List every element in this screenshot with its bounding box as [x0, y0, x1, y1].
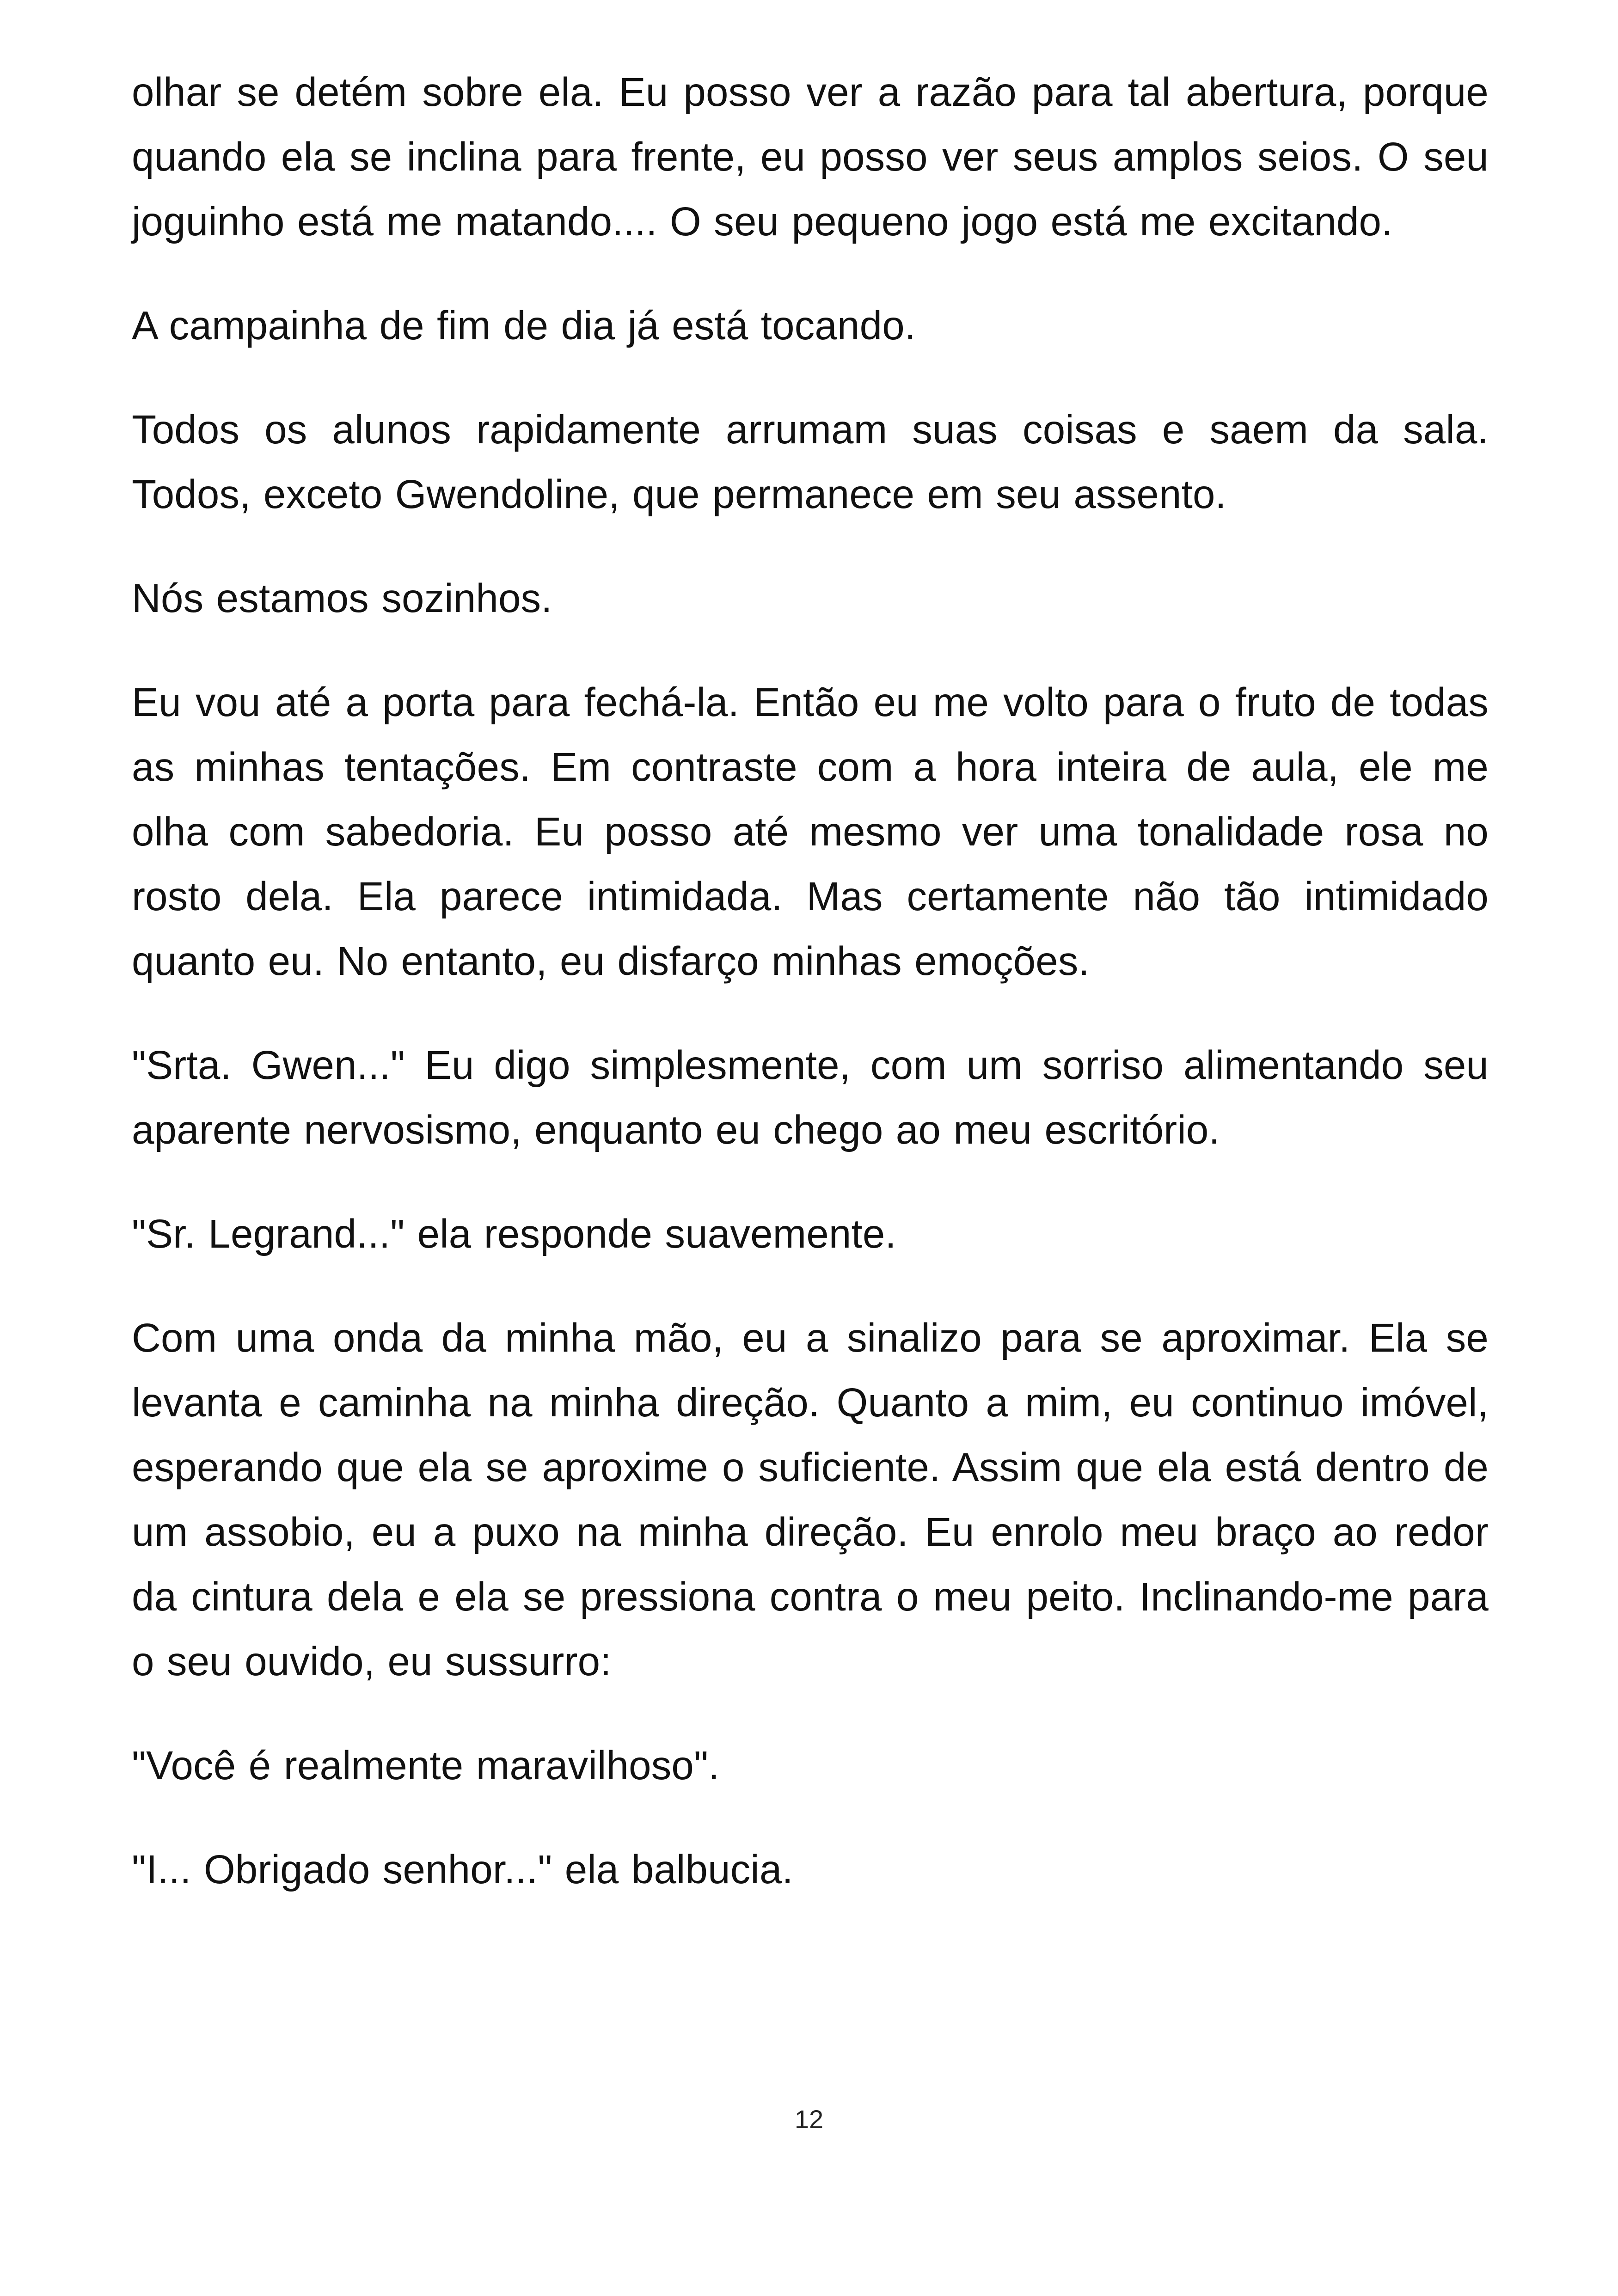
- page-number: 12: [794, 2105, 824, 2134]
- paragraph-7: "Sr. Legrand..." ela responde suavemente.: [132, 1212, 896, 1256]
- paragraph-9: "Você é realmente maravilhoso".: [132, 1743, 720, 1788]
- paragraph-10: "I... Obrigado senhor..." ela balbucia.: [132, 1847, 793, 1892]
- paragraph-2: A campainha de fim de dia já está tocando.: [132, 303, 916, 348]
- paragraph-8: Com uma onda da minha mão, eu a sinalizo para se aproximar. Ela se levanta e caminha na minha direção. Quanto a mim, eu continuo imóvel, esperando que ela se aproxime o suficiente. Assim que ela está dentro de um assobio, eu a puxo na minha direção. Eu enrolo meu braço ao redor da cintura dela e ela se pressiona contra o meu peito. Inclinando-me para o seu ouvido, eu sussurro:: [132, 1316, 1489, 1684]
- paragraph-6: "Srta. Gwen..." Eu digo simplesmente, com um sorriso alimentando seu aparente nervosismo, enquanto eu chego ao meu escritório.: [132, 1043, 1489, 1152]
- paragraph-1: olhar se detém sobre ela. Eu posso ver a razão para tal abertura, porque quando ela se inclina para frente, eu posso ver seus amplos seios. O seu joguinho está me matando.... O seu pequeno jogo está me excitando.: [132, 70, 1489, 244]
- paragraph-5: Eu vou até a porta para fechá-la. Então eu me volto para o fruto de todas as minhas tentações. Em contraste com a hora inteira de aula, ele me olha com sabedoria. Eu posso até mesmo ver uma tonalidade rosa no rosto dela. Ela parece intimidada. Mas certamente não tão intimidado quanto eu. No entanto, eu disfarço minhas emoções.: [132, 680, 1489, 984]
- document-page: [132, 60, 1489, 1941]
- paragraph-4: Nós estamos sozinhos.: [132, 576, 552, 621]
- paragraph-3: Todos os alunos rapidamente arrumam suas coisas e saem da sala. Todos, exceto Gwendoline, que permanece em seu assento.: [132, 407, 1489, 517]
